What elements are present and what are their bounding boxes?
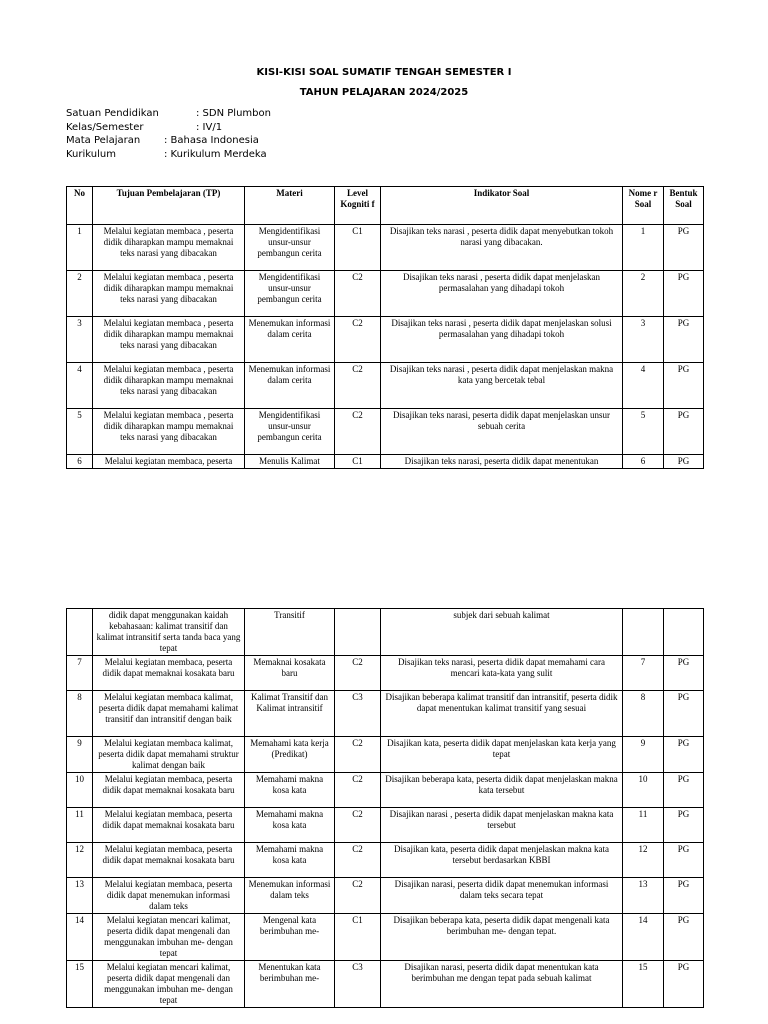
cell-indikator-soal: Disajikan beberapa kalimat transitif dan intransitif, peserta didik dapat menentukan kalimat transitif yang sesuai	[381, 691, 623, 737]
cell-indikator-soal: Disajikan teks narasi, peserta didik dapat menjelaskan unsur sebuah cerita	[381, 409, 623, 455]
cell-nomor-soal: 4	[623, 363, 664, 409]
cell-tujuan-pembelajaran: Melalui kegiatan membaca, peserta didik dapat menemukan informasi dalam teks	[93, 878, 245, 914]
cell-nomor-soal	[623, 609, 664, 656]
cell-materi: Memahami makna kosa kata	[245, 843, 335, 878]
cell-tujuan-pembelajaran: Melalui kegiatan membaca , peserta didik diharapkan mampu memaknai teks narasi yang dibacakan	[93, 317, 245, 363]
cell-materi: Kalimat Transitif dan Kalimat intransitif	[245, 691, 335, 737]
table-row	[67, 843, 704, 878]
cell-tujuan-pembelajaran: Melalui kegiatan membaca, peserta didik dapat memaknai kosakata baru	[93, 843, 245, 878]
table-row	[67, 317, 704, 363]
meta-value: : SDN Plumbon	[196, 108, 271, 119]
cell-no: 2	[67, 271, 93, 317]
cell-indikator-soal: Disajikan kata, peserta didik dapat menjelaskan kata kerja yang tepat	[381, 737, 623, 773]
cell-bentuk-soal: PG	[664, 363, 704, 409]
cell-no: 5	[67, 409, 93, 455]
meta-value: : Kurikulum Merdeka	[164, 148, 267, 160]
cell-materi: Mengidentifikasi unsur-unsur pembangun cerita	[245, 409, 335, 455]
cell-level-kognitif: C2	[335, 317, 381, 363]
cell-nomor-soal: 5	[623, 409, 664, 455]
header-nomor-soal: Nome r Soal	[623, 187, 664, 225]
cell-indikator-soal: Disajikan teks narasi, peserta didik dapat menentukan	[381, 455, 623, 469]
cell-level-kognitif: C2	[335, 271, 381, 317]
cell-bentuk-soal: PG	[664, 317, 704, 363]
kisi-kisi-table-page1	[66, 186, 704, 469]
cell-materi: Transitif	[245, 609, 335, 656]
cell-tujuan-pembelajaran: didik dapat menggunakan kaidah kebahasaan: kalimat transitif dan kalimat intransitif serta tanda baca yang tepat	[93, 609, 245, 656]
cell-no	[67, 609, 93, 656]
cell-nomor-soal: 8	[623, 691, 664, 737]
cell-nomor-soal: 9	[623, 737, 664, 773]
cell-level-kognitif: C1	[335, 914, 381, 961]
header-bentuk-soal: Bentuk Soal	[664, 187, 704, 225]
cell-nomor-soal: 14	[623, 914, 664, 961]
table-row	[67, 225, 704, 271]
cell-level-kognitif: C2	[335, 843, 381, 878]
cell-no: 14	[67, 914, 93, 961]
cell-materi: Menemukan informasi dalam teks	[245, 878, 335, 914]
cell-bentuk-soal: PG	[664, 914, 704, 961]
cell-nomor-soal: 2	[623, 271, 664, 317]
cell-materi: Memaknai kosakata baru	[245, 656, 335, 691]
cell-no: 15	[67, 961, 93, 1008]
cell-no: 13	[67, 878, 93, 914]
cell-nomor-soal: 1	[623, 225, 664, 271]
cell-nomor-soal: 12	[623, 843, 664, 878]
cell-indikator-soal: Disajikan teks narasi , peserta didik dapat menjelaskan solusi permasalahan yang dihadapi tokoh	[381, 317, 623, 363]
cell-indikator-soal: Disajikan teks narasi , peserta didik dapat menyebutkan tokoh narasi yang dibacakan.	[381, 225, 623, 271]
cell-tujuan-pembelajaran: Melalui kegiatan membaca kalimat, peserta didik dapat memahami kalimat transitif dan intransitif dengan baik	[93, 691, 245, 737]
header-level-kognitif: Level Kogniti f	[335, 187, 381, 225]
cell-no: 10	[67, 773, 93, 808]
table-row	[67, 409, 704, 455]
cell-materi: Menulis Kalimat	[245, 455, 335, 469]
table-header-row	[67, 187, 704, 225]
header-no: No	[67, 187, 93, 225]
table-row	[67, 808, 704, 843]
table-row	[67, 914, 704, 961]
meta-label: Satuan Pendidikan	[66, 108, 159, 119]
cell-bentuk-soal: PG	[664, 656, 704, 691]
cell-no: 8	[67, 691, 93, 737]
cell-tujuan-pembelajaran: Melalui kegiatan membaca kalimat, peserta didik dapat memahami struktur kalimat dengan baik	[93, 737, 245, 773]
cell-bentuk-soal: PG	[664, 225, 704, 271]
meta-label: Kelas/Semester	[66, 121, 144, 133]
meta-label: Mata Pelajaran	[66, 135, 141, 146]
cell-bentuk-soal: PG	[664, 843, 704, 878]
cell-materi: Menemukan informasi dalam cerita	[245, 363, 335, 409]
meta-value: : Bahasa Indonesia	[164, 135, 259, 146]
cell-bentuk-soal: PG	[664, 878, 704, 914]
cell-level-kognitif: C2	[335, 409, 381, 455]
cell-tujuan-pembelajaran: Melalui kegiatan mencari kalimat, peserta didik dapat mengenali dan menggunakan imbuhan me- dengan tepat	[93, 914, 245, 961]
cell-bentuk-soal: PG	[664, 961, 704, 1008]
cell-level-kognitif: C1	[335, 225, 381, 271]
cell-nomor-soal: 10	[623, 773, 664, 808]
cell-indikator-soal: Disajikan teks narasi, peserta didik dapat memahami cara mencari kata-kata yang sulit	[381, 656, 623, 691]
table-row	[67, 656, 704, 691]
cell-bentuk-soal: PG	[664, 691, 704, 737]
kisi-kisi-table-page2	[66, 608, 704, 1008]
cell-nomor-soal: 15	[623, 961, 664, 1008]
cell-materi: Menentukan kata berimbuhan me-	[245, 961, 335, 1008]
cell-materi: Mengenal kata berimbuhan me-	[245, 914, 335, 961]
cell-nomor-soal: 11	[623, 808, 664, 843]
cell-indikator-soal: Disajikan teks narasi , peserta didik dapat menjelaskan makna kata yang bercetak tebal	[381, 363, 623, 409]
cell-materi: Menemukan informasi dalam cerita	[245, 317, 335, 363]
cell-level-kognitif: C2	[335, 878, 381, 914]
cell-bentuk-soal: PG	[664, 737, 704, 773]
cell-no: 3	[67, 317, 93, 363]
cell-indikator-soal: Disajikan narasi, peserta didik dapat menemukan informasi dalam teks secara tepat	[381, 878, 623, 914]
cell-bentuk-soal: PG	[664, 808, 704, 843]
cell-no: 9	[67, 737, 93, 773]
cell-no: 4	[67, 363, 93, 409]
cell-tujuan-pembelajaran: Melalui kegiatan membaca , peserta didik diharapkan mampu memaknai teks narasi yang dibacakan	[93, 271, 245, 317]
table-row	[67, 455, 704, 469]
cell-nomor-soal: 3	[623, 317, 664, 363]
cell-bentuk-soal: PG	[664, 455, 704, 469]
header-indikator-soal: Indikator Soal	[381, 187, 623, 225]
cell-no: 1	[67, 225, 93, 271]
table-row	[67, 363, 704, 409]
cell-tujuan-pembelajaran: Melalui kegiatan membaca, peserta didik dapat memaknai kosakata baru	[93, 808, 245, 843]
cell-level-kognitif: C2	[335, 737, 381, 773]
cell-no: 12	[67, 843, 93, 878]
meta-label: Kurikulum	[66, 148, 116, 160]
cell-tujuan-pembelajaran: Melalui kegiatan membaca, peserta didik dapat memaknai kosakata baru	[93, 773, 245, 808]
cell-tujuan-pembelajaran: Melalui kegiatan mencari kalimat, peserta didik dapat mengenali dan menggunakan imbuhan me- dengan tepat	[93, 961, 245, 1008]
cell-indikator-soal: Disajikan narasi , peserta didik dapat menjelaskan makna kata tersebut	[381, 808, 623, 843]
cell-materi: Mengidentifikasi unsur-unsur pembangun cerita	[245, 271, 335, 317]
cell-tujuan-pembelajaran: Melalui kegiatan membaca , peserta didik diharapkan mampu memaknai teks narasi yang dibacakan	[93, 225, 245, 271]
cell-indikator-soal: subjek dari sebuah kalimat	[381, 609, 623, 656]
cell-level-kognitif: C1	[335, 455, 381, 469]
cell-indikator-soal: Disajikan teks narasi , peserta didik dapat menjelaskan permasalahan yang dihadapi tokoh	[381, 271, 623, 317]
cell-materi: Mengidentifikasi unsur-unsur pembangun cerita	[245, 225, 335, 271]
cell-bentuk-soal: PG	[664, 271, 704, 317]
document-subtitle: TAHUN PELAJARAN 2024/2025	[299, 87, 469, 98]
cell-nomor-soal: 13	[623, 878, 664, 914]
cell-tujuan-pembelajaran: Melalui kegiatan membaca , peserta didik diharapkan mampu memaknai teks narasi yang dibacakan	[93, 409, 245, 455]
table-row	[67, 961, 704, 1008]
table-row	[67, 773, 704, 808]
cell-indikator-soal: Disajikan kata, peserta didik dapat menjelaskan makna kata tersebut berdasarkan KBBI	[381, 843, 623, 878]
table-row	[67, 878, 704, 914]
table-row	[67, 271, 704, 317]
table-row	[67, 691, 704, 737]
cell-level-kognitif: C3	[335, 691, 381, 737]
cell-no: 11	[67, 808, 93, 843]
cell-materi: Memahami makna kosa kata	[245, 773, 335, 808]
cell-bentuk-soal: PG	[664, 773, 704, 808]
cell-level-kognitif	[335, 609, 381, 656]
cell-indikator-soal: Disajikan beberapa kata, peserta didik dapat mengenali kata berimbuhan me- dengan tepat.	[381, 914, 623, 961]
cell-level-kognitif: C2	[335, 363, 381, 409]
header-materi: Materi	[245, 187, 335, 225]
cell-bentuk-soal: PG	[664, 409, 704, 455]
document-title: KISI-KISI SOAL SUMATIF TENGAH SEMESTER I	[256, 67, 512, 78]
cell-tujuan-pembelajaran: Melalui kegiatan membaca, peserta didik dapat memaknai kosakata baru	[93, 656, 245, 691]
cell-indikator-soal: Disajikan beberapa kata, peserta didik dapat menjelaskan makna kata tersebut	[381, 773, 623, 808]
cell-tujuan-pembelajaran: Melalui kegiatan membaca , peserta didik diharapkan mampu memaknai teks narasi yang dibacakan	[93, 363, 245, 409]
cell-nomor-soal: 7	[623, 656, 664, 691]
cell-level-kognitif: C3	[335, 961, 381, 1008]
cell-level-kognitif: C2	[335, 808, 381, 843]
header-tujuan-pembelajaran: Tujuan Pembelajaran (TP)	[93, 187, 245, 225]
cell-nomor-soal: 6	[623, 455, 664, 469]
cell-level-kognitif: C2	[335, 656, 381, 691]
table-row	[67, 609, 704, 656]
cell-bentuk-soal	[664, 609, 704, 656]
table-row	[67, 737, 704, 773]
meta-value: : IV/1	[196, 121, 223, 133]
cell-tujuan-pembelajaran: Melalui kegiatan membaca, peserta	[93, 455, 245, 469]
cell-indikator-soal: Disajikan narasi, peserta didik dapat menentukan kata berimbuhan me dengan tepat pada sebuah kalimat	[381, 961, 623, 1008]
cell-no: 7	[67, 656, 93, 691]
cell-materi: Memahami makna kosa kata	[245, 808, 335, 843]
cell-materi: Memahami kata kerja (Predikat)	[245, 737, 335, 773]
cell-no: 6	[67, 455, 93, 469]
cell-level-kognitif: C2	[335, 773, 381, 808]
